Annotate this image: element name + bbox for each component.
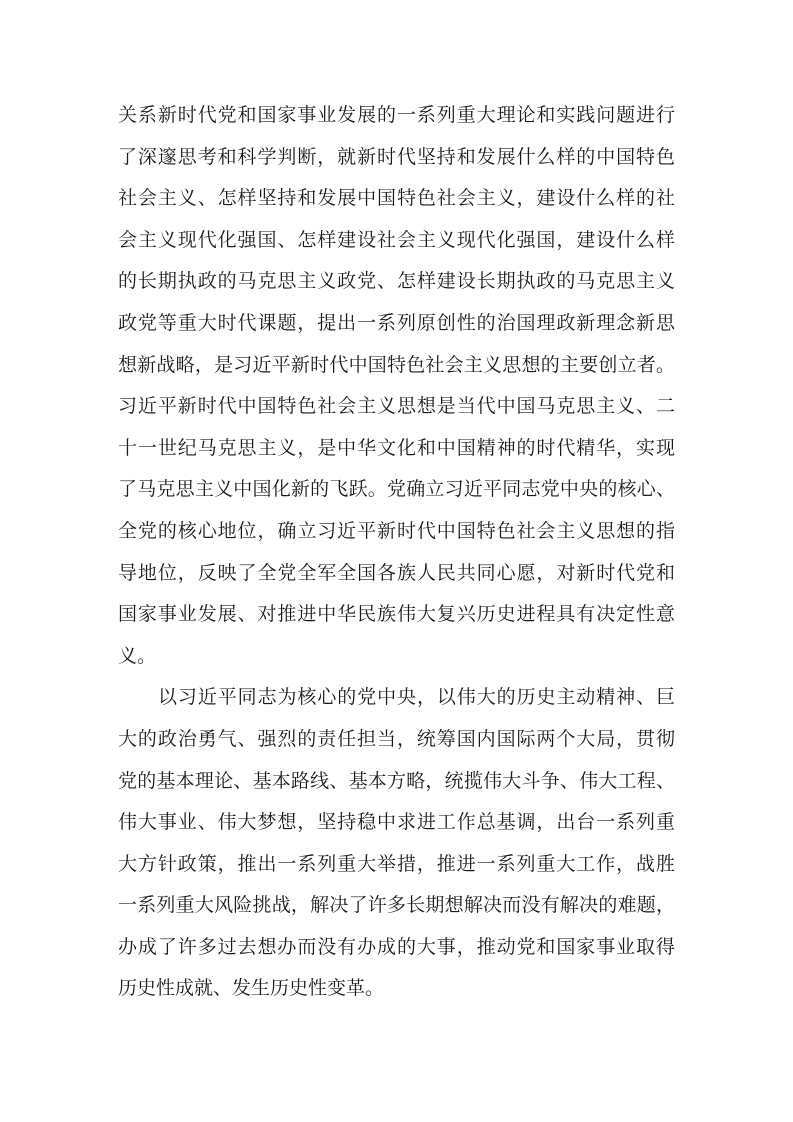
- text-line: 关系新时代党和国家事业发展的一系列重大理论和实践问题进行: [118, 105, 675, 126]
- text-line: 办成了许多过去想办而没有办成的大事，推动党和国家事业取得: [118, 936, 675, 958]
- text-line: 一系列重大风险挑战，解决了许多长期想解决而没有解决的难题，: [118, 895, 675, 917]
- text-line: 国家事业发展、对推进中华民族伟大复兴历史进程具有决定性意: [118, 604, 675, 626]
- text-line: 党的基本理论、基本路线、基本方略，统揽伟大斗争、伟大工程、: [118, 770, 675, 792]
- text-line: 习近平新时代中国特色社会主义思想是当代中国马克思主义、二: [118, 396, 675, 418]
- document-body: [118, 95, 675, 1010]
- text-line: 政党等重大时代课题，提出一系列原创性的治国理政新理念新思: [118, 312, 675, 334]
- text-line: 伟大事业、伟大梦想，坚持稳中求进工作总基调，出台一系列重: [118, 812, 675, 834]
- text-line: 了深邃思考和科学判断，就新时代坚持和发展什么样的中国特色: [118, 146, 675, 168]
- text-line: 了马克思主义中国化新的飞跃。党确立习近平同志党中央的核心、: [118, 479, 675, 501]
- text-line: 十一世纪马克思主义，是中华文化和中国精神的时代精华，实现: [118, 437, 675, 459]
- text-line: 大方针政策，推出一系列重大举措，推进一系列重大工作，战胜: [118, 853, 675, 875]
- text-line: 的长期执政的马克思主义政党、怎样建设长期执政的马克思主义: [118, 271, 675, 293]
- text-line: 想新战略，是习近平新时代中国特色社会主义思想的主要创立者。: [118, 354, 675, 376]
- text-line: 义。: [118, 645, 157, 667]
- text-line: 社会主义、怎样坚持和发展中国特色社会主义，建设什么样的社: [118, 188, 675, 210]
- text-line: 导地位，反映了全党全军全国各族人民共同心愿，对新时代党和: [118, 562, 675, 584]
- text-line: 历史性成就、发生历史性变革。: [118, 978, 385, 1000]
- text-line: 全党的核心地位，确立习近平新时代中国特色社会主义思想的指: [118, 520, 675, 542]
- text-line: 以习近平同志为核心的党中央，以伟大的历史主动精神、巨: [158, 687, 675, 709]
- text-line: 大的政治勇气、强烈的责任担当，统筹国内国际两个大局，贯彻: [118, 728, 675, 750]
- text-line: 会主义现代化强国、怎样建设社会主义现代化强国，建设什么样: [118, 229, 675, 251]
